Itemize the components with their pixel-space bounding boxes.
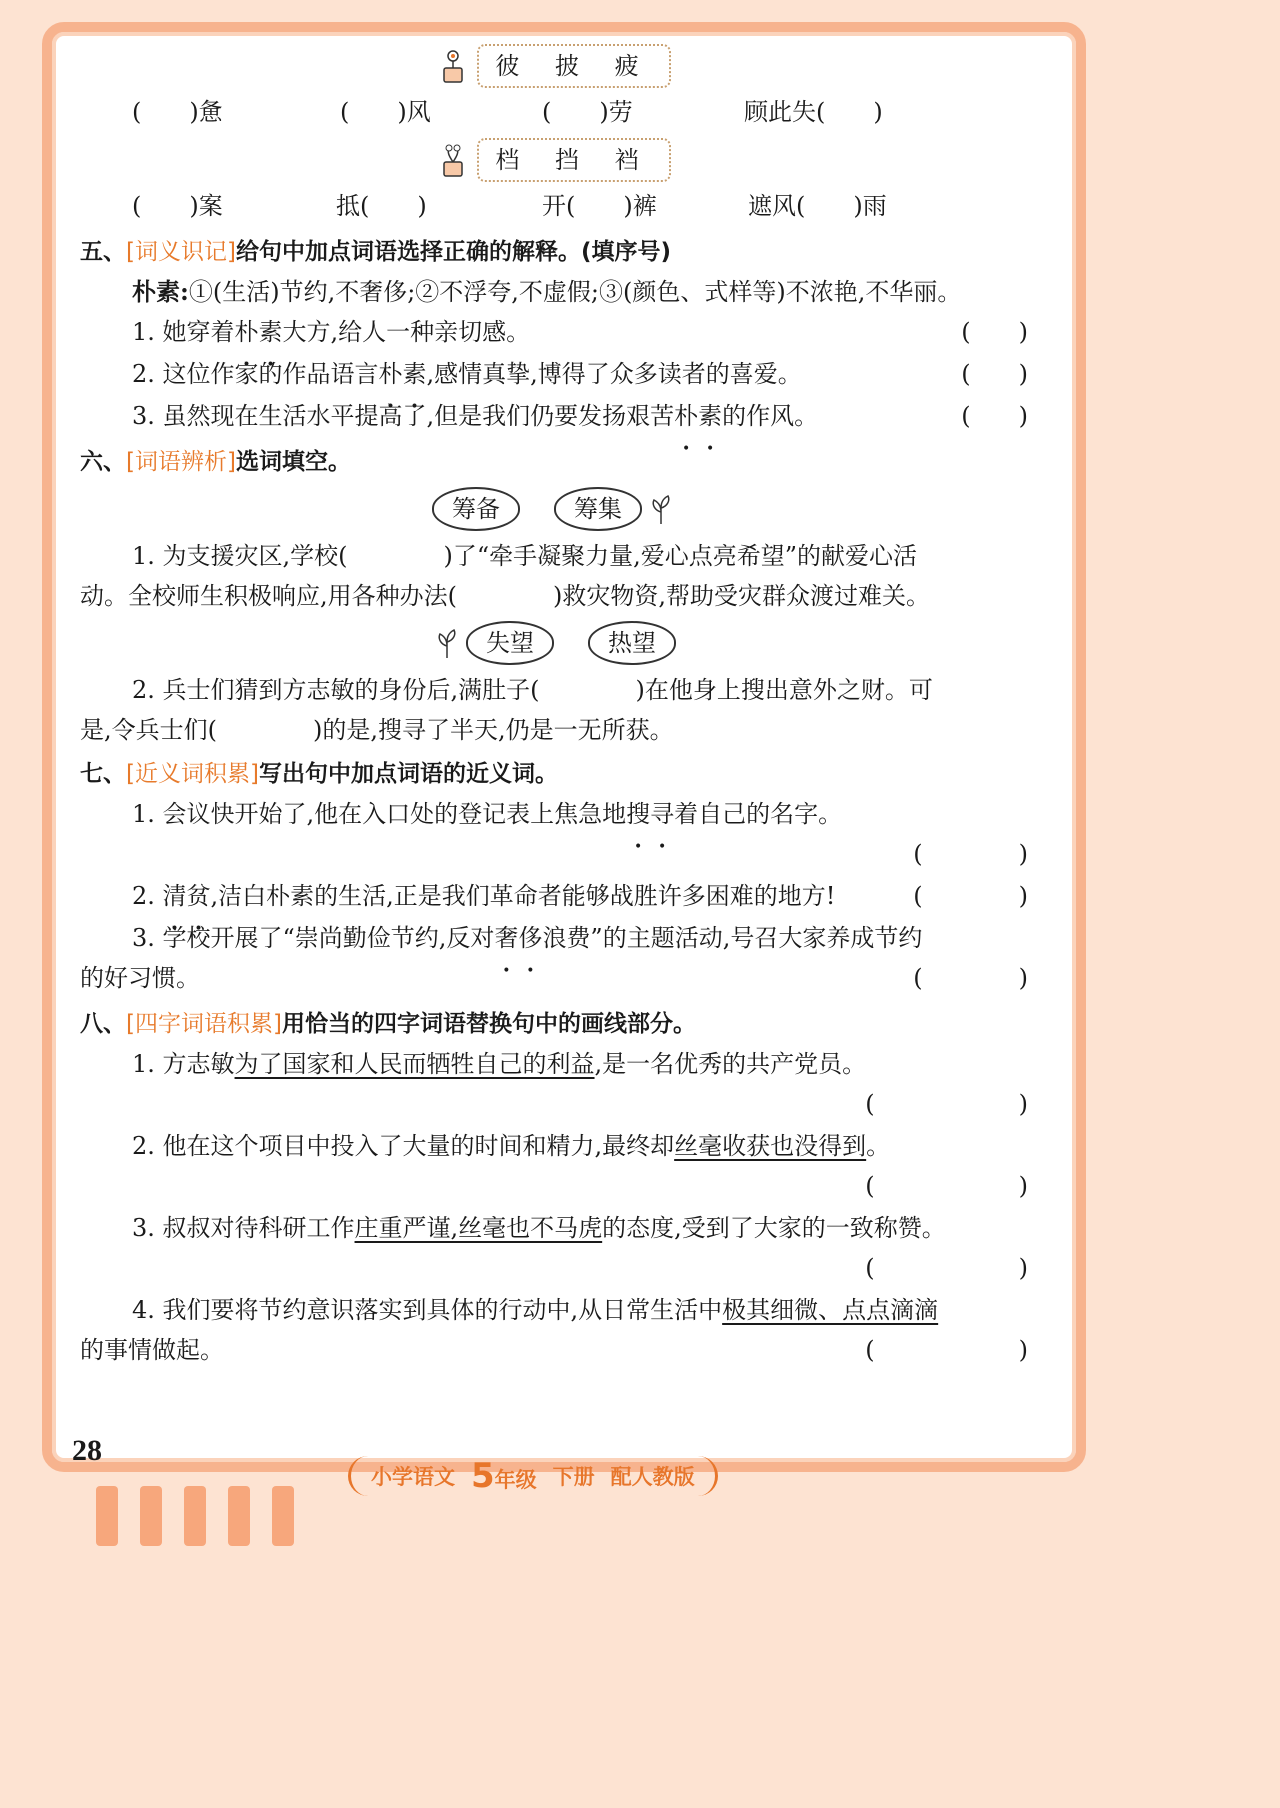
section-number: 五、 <box>80 239 126 265</box>
fill-sentence: 是,令兵士们( )的是,搜寻了半天,仍是一无所获。 <box>80 716 674 744</box>
worksheet <box>80 40 1028 1372</box>
answer-blank[interactable]: ( ) <box>865 1336 1028 1364</box>
underlined-phrase: 极其细微、点点滴滴 <box>722 1296 939 1324</box>
fill-blank-item[interactable]: 遮风( )雨 <box>748 192 887 220</box>
question-line-2: 的事情做起。 ( ) <box>80 1330 1028 1372</box>
question: 1. 方志敏为了国家和人民而牺牲自己的利益,是一名优秀的共产党员。 <box>132 1050 867 1078</box>
question: 2. 这位作家的作品语言朴素,感情真挚,博得了众多读者的喜爱。 ( ) <box>80 354 1028 396</box>
answer-blank[interactable]: ( ) <box>865 1090 1028 1118</box>
fill-blank-item[interactable]: 开( )裤 <box>542 192 657 220</box>
footer-volume: 下册 <box>552 1465 595 1489</box>
section-7-heading: 七、[近义词积累]写出句中加点词语的近义词。 <box>80 761 558 787</box>
decorative-bars <box>96 1486 294 1546</box>
underlined-phrase: 为了国家和人民而牺牲自己的利益 <box>234 1050 595 1078</box>
flower-pot-icon <box>437 142 469 178</box>
dotted-char: 素 <box>402 360 427 388</box>
question-line-2: 的好习惯。 ( ) <box>80 958 1028 1000</box>
fill-blank-item[interactable]: 抵( ) <box>336 192 427 220</box>
section-5-heading <box>80 232 1028 272</box>
fill-sentence: 1. 为支援灾区,学校( )了“牵手凝聚力量,爱心点亮希望”的献爱心活 <box>132 542 918 570</box>
char-group-2-items <box>80 186 1028 228</box>
word-choice: 失望 <box>466 621 554 665</box>
question: 3. 虽然现在生活水平提高了,但是我们仍要发扬艰苦朴素的作风。 ( ) <box>80 396 1028 438</box>
answer-blank[interactable]: ( ) <box>961 402 1028 430</box>
dotted-char: 搜 <box>626 800 651 828</box>
dotted-char: 朴 <box>674 402 699 430</box>
section-6-heading: 六、[词语辨析]选词填空。 <box>80 449 351 475</box>
question: 4. 我们要将节约意识落实到具体的行动中,从日常生活中极其细微、点点滴滴 <box>132 1296 939 1324</box>
sprout-icon <box>646 492 676 526</box>
decorative-bar <box>96 1486 118 1546</box>
word-choice: 筹集 <box>554 487 642 531</box>
answer-row <box>80 1166 1028 1208</box>
char-group-2 <box>80 134 1028 186</box>
decorative-bar <box>272 1486 294 1546</box>
fill-blank-item[interactable]: ( )案 <box>132 192 223 220</box>
answer-row <box>80 1248 1028 1290</box>
underlined-phrase: 丝毫收获也没得到 <box>674 1132 867 1160</box>
decorative-bar <box>140 1486 162 1546</box>
footer-subject: 小学语文 <box>371 1465 455 1489</box>
dotted-char: 清 <box>162 882 187 910</box>
word-choice: 筹备 <box>432 487 520 531</box>
question: 2. 清贫,洁白朴素的生活,正是我们革命者能够战胜许多困难的地方! ( ) <box>80 876 1028 918</box>
answer-row <box>80 834 1028 876</box>
section-tag: [近义词积累] <box>126 761 259 787</box>
question: 3. 学校开展了“崇尚勤俭节约,反对奢侈浪费”的主题活动,号召大家养成节约 <box>80 918 1028 958</box>
underlined-phrase: 庄重严谨,丝毫也不马虎 <box>354 1214 603 1242</box>
char-group-1-items <box>80 92 1028 134</box>
fill-sentence: 2. 兵士们猜到方志敏的身份后,满肚子( )在他身上搜出意外之财。可 <box>132 676 933 704</box>
definition-term: 朴素: <box>132 277 189 306</box>
section-tag: [词义识记] <box>126 239 236 265</box>
dotted-char: 侈 <box>518 924 543 952</box>
word-choices-1 <box>80 482 1028 536</box>
char-group-1-chars: 彼 披 疲 <box>477 44 670 88</box>
answer-blank[interactable]: ( ) <box>913 964 1028 992</box>
question: 1. 会议快开始了,他在入口处的登记表上焦急地搜寻着自己的名字。 <box>80 794 1028 834</box>
question: 1. 她穿着朴素大方,给人一种亲切感。 ( ) <box>80 312 1028 354</box>
page-number: 28 <box>72 1434 102 1467</box>
answer-row <box>80 1084 1028 1126</box>
dotted-char: 奢 <box>494 924 519 952</box>
footer-banner <box>348 1456 718 1496</box>
dotted-char: 贫 <box>186 882 211 910</box>
fill-sentence: 动。全校师生积极响应,用各种办法( )救灾物资,帮助受灾群众渡过难关。 <box>80 582 930 610</box>
answer-blank[interactable]: ( ) <box>913 882 1028 910</box>
fill-blank-item[interactable]: 顾此失( ) <box>744 98 883 126</box>
fill-blank-item[interactable]: ( )劳 <box>542 98 633 126</box>
question: 2. 他在这个项目中投入了大量的时间和精力,最终却丝毫收获也没得到。 <box>132 1132 891 1160</box>
footer-grade-number: 5 <box>471 1456 495 1496</box>
definition-text: ①(生活)节约,不奢侈;②不浮夸,不虚假;③(颜色、式样等)不浓艳,不华丽。 <box>188 278 962 306</box>
section-title: 给句中加点词语选择正确的解释。(填序号) <box>235 239 671 265</box>
section-tag: [四字词语积累] <box>126 1011 282 1037</box>
word-choices-2 <box>80 616 1028 670</box>
definition <box>80 272 1028 312</box>
answer-blank[interactable]: ( ) <box>865 1172 1028 1200</box>
word-choice: 热望 <box>588 621 676 665</box>
decorative-bar <box>184 1486 206 1546</box>
section-tag: [词语辨析] <box>126 449 236 475</box>
dotted-char: 朴 <box>234 318 259 346</box>
dotted-char: 寻 <box>650 800 675 828</box>
sprout-icon <box>432 626 462 660</box>
dotted-char: 朴 <box>378 360 403 388</box>
section-8-heading: 八、[四字词语积累]用恰当的四字词语替换句中的画线部分。 <box>80 1011 696 1037</box>
char-group-2-chars: 档 挡 裆 <box>477 138 670 182</box>
answer-blank[interactable]: ( ) <box>865 1254 1028 1282</box>
footer-grade: 年级 <box>494 1468 537 1492</box>
char-group-1 <box>80 40 1028 92</box>
fill-blank-item[interactable]: ( )惫 <box>132 98 223 126</box>
decorative-bar <box>228 1486 250 1546</box>
answer-blank[interactable]: ( ) <box>961 360 1028 388</box>
answer-blank[interactable]: ( ) <box>961 318 1028 346</box>
dotted-char: 素 <box>258 318 283 346</box>
flower-pot-icon <box>437 48 469 84</box>
footer-edition: 配人教版 <box>610 1465 695 1489</box>
dotted-char: 素 <box>698 402 723 430</box>
answer-blank[interactable]: ( ) <box>913 840 1028 868</box>
fill-blank-item[interactable]: ( )风 <box>340 98 431 126</box>
question: 3. 叔叔对待科研工作庄重严谨,丝毫也不马虎的态度,受到了大家的一致称赞。 <box>132 1214 946 1242</box>
